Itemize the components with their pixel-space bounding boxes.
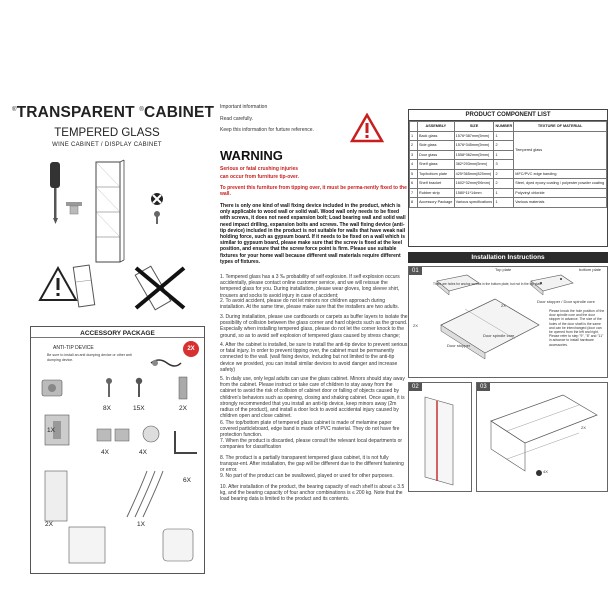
reg-mark: ® [12,106,17,113]
cabinet-side-illustration [419,393,469,489]
step-number: 03 [477,383,490,391]
qty-2x: 2X [581,425,586,430]
instruction-item-2: 2. To avoid accident, please do not let minors nor children approach during installation. At the same time, please make sure that the installers are two adults. [220,298,399,311]
instruction-item-5: 5. In daily use, only legal adults can use the glass cabinet. Minors should stay away from the cabinet. Please instruct or take care of children to stay away from the cabinet to avoid the risk of collision of cabinet door or falling of objects caused by children's behaviors such as opening, closing and shaking cabinet. Once again, it is strongly recommended that you install an anti-tip device, keep minors away (2m radius of the product), and install a door lock to avoid accidental injury caused by children open and close cabinet. [220,376,405,420]
hex-key-icon [171,427,201,457]
anti-tip-title: ANTI-TIP DEVICE [53,345,94,351]
column-header: TEXTURE OF MATERIAL [514,122,607,132]
middle-column [212,0,410,612]
top-plate-label: Top plate [495,267,512,272]
anti-tip-text: Be sure to install an anti dumping device or other anti dumping device. [47,353,132,362]
step-02-panel [408,382,472,492]
qty-label: 8X [103,405,111,412]
allen-key-icon [139,423,163,445]
subtitle: TEMPERED GLASS [54,127,160,139]
instruction-item-3: 3. During installation, please use cardboards or carpets as buffer layers to isolate the possibility of collision between the glass corner and hard objects such as the ground. Especially when installing tempered glass, please do not let the corner knock to the ground, so as to avoid self explosion of tempered glass caused by stress change; [220,314,408,339]
door-parts-label: Door stopper / Door spindle core [537,299,595,304]
brand-word-1: TRANSPARENT [16,104,135,121]
wall-fixing-paragraph: There is only one kind of wall fixing device included in the product, which is only applicable to wood wall or solid wall. Wood wall only needs to be fixed with screws, it does not need expansion bolt; Load bearing wall and solid wall need impact drilling, expansion bolts and screws. The wall fixing device (anti-tip device) included in the product is not suitable for walls that have weak nail holding force, such as gypsum board. If it needs to be fixed on a wall which is similar to gypsum board, please make sure that the screw is fixed at the keel position, and ensure that the screw force point is firm. Please use suitable fixtures for your home wall because different wall materials require different types of fixtures. [220,203,406,265]
table-row: 7 Rubber strip 1580*11*14mm 1 Polyvinyl chloride [410,188,607,198]
right-column [404,0,612,612]
qty-label: 1X [47,427,55,434]
screwdriver-icon [42,160,68,226]
instruction-item-10: 10. After installation of the product, the bearing capacity of each shelf is about ≤ 3.5 kg, and the bearing capacity of four anchor combinations is ≤ 200 kg. Note that the load bearing data is limited to the product and its contents. [220,484,405,503]
instruction-item-4: 4. After the cabinet is installed, be sure to install the anti-tip device to prevent serious or fatal injury. In order to prevent tipping over, the cabinet must be permanently connected to the wall. (wall fixing device, including but not limited to the anti-tip device we provided, you can install similar devices to avoid danger and increase safety) [220,342,408,373]
table-row: 2 Side glass 1576*345mm(5mm) 2 [410,141,607,151]
reg-mark-2: ® [139,106,144,113]
qty-2x: 2X [501,303,506,308]
step-03-panel [476,382,608,492]
qty-2x: 2X [413,323,418,328]
warning-line-3: To prevent this furniture from tipping over, it must be perma-nently fixed to the wall. [220,185,407,198]
door-install-note: Please knock the hole position of the door spindle core and the door stopper in advance. The size of the holes of the door shaft is the same and can be interchanged (door can be opened from the left and right. Please refer to step "9", "8" and "11" in advance to install hardware accessories. [549,309,605,347]
keep-info: Keep this information for furture reference. [220,127,314,133]
qty-label: 4X [139,449,147,456]
brand-title [12,104,215,122]
warning-icon [350,113,384,143]
instruction-item-1: 1. Tempered glass has a 3 ‰ probability of self explosion. If self explosion occurs accidentally, please contact online customer service, and we will reissue the tempered glass for you. During installation, please wear gloves, long sleeve shirt, trousers and socks to avoid injury in case of accident; [220,274,400,299]
table-row: 3 Door glass 1558*362mm(5mm) 1 [410,150,607,160]
table-header-row [410,122,607,132]
warning-line-2: can occur from furniture tip-over. [220,174,299,180]
column-header: NUMBER [494,122,514,132]
screw-15x-icon [131,377,147,401]
step-01-panel [408,266,608,378]
bottom-plate-label: bottom plate [579,267,602,272]
no-tool-icon [148,190,166,208]
subtitle-2: WINE CABINET / DISPLAY CABINET [52,142,162,148]
warning-heading: WARNING [220,148,283,163]
hinge-icon [39,377,65,399]
product-component-list [408,109,608,247]
qty-4x: 4X [543,469,548,474]
door-spindle-label: Door spindle core [483,333,515,338]
top-plate-icon [41,467,71,527]
qty-label: 15X [133,405,145,412]
step-number: 01 [409,267,422,275]
table-row: 6 Shelf bracket 1602*32mm(Φ6mm) 2 Steel, dyed epoxy coating / polyester powder coating [410,179,607,189]
divider [31,337,204,338]
screw-icon [148,210,166,226]
anti-tip-bracket-icon [149,355,183,371]
anti-tip-qty-badge: 2X [183,341,199,357]
accessory-title: ACCESSORY PACKAGE [80,330,155,337]
accessory-package-box [30,326,205,574]
warning-line-1: Serious or fatal crushing injuries [220,166,299,172]
falling-cabinet-prohibited-illustration [130,262,190,314]
column-header: ASSEMBLY [418,122,455,132]
shelf-assembly-illustration [483,391,605,489]
table-row: 4 Shelf glass 382*293mm(5mm) 3 [410,160,607,170]
important-info: Important information [220,104,268,110]
read-carefully: Read carefully. [220,116,253,122]
bracket-icon [173,375,195,403]
step-01-note: There are holes for anchor screws in the bottom plate, but not in the top plate. [433,282,543,286]
instruction-item-7: 7. When the product is discarded, please consult the relevant local departments or companies for classification [220,438,403,451]
left-column [0,0,215,612]
instruction-item-9: 9. No part of the product can be swallowed, played or used for other purposes. [220,473,394,479]
column-header: SIZE [454,122,494,132]
component-list-title: PRODUCT COMPONENT LIST [409,110,607,121]
table-row: 5 Top/bottom plate 425*365mm(825mm) 2 MFC/PVC edge banding [410,169,607,179]
wall-anchor-icon [64,200,84,216]
table-row: 1 Back glass 1576*387mm(5mm) 1 Tempered glass [410,131,607,141]
installation-instructions-title: Installation Instructions [408,252,608,263]
instruction-item-8: 8. The product is a partially transparent tempered glass cabinet, it is not fully transpar-ent. After installation, the gap will be different due to the different fastening or error. [220,455,404,474]
tilting-cabinet-illustration [66,262,106,312]
glass-clip-icon [93,423,133,447]
door-stopper-label: Door stopper [447,343,471,348]
step-number: 02 [409,383,422,391]
qty-label: 6X [183,477,191,484]
assembly-illustration [435,295,545,365]
shelf-glass-icon [159,523,199,567]
component-table [409,121,607,208]
qty-label: 2X [45,521,53,528]
rubber-strips-icon [121,467,169,523]
qty-label: 1X [137,521,145,528]
qty-label: 4X [101,449,109,456]
brand-word-2: CABINET [143,104,215,121]
instruction-item-6: 6. The top/bottom plate of tempered glass cabinet is made of melamine paper covered particleboard, edge band is made of PVC material. They do not have fire protection function. [220,420,400,439]
qty-label: 2X [179,405,187,412]
glass-cabinet-illustration [92,158,126,268]
table-row: 8 Accessory Package Various specifications 1 Various materials [410,198,607,208]
screw-8x-icon [101,377,117,401]
door-glass-icon [65,523,119,567]
